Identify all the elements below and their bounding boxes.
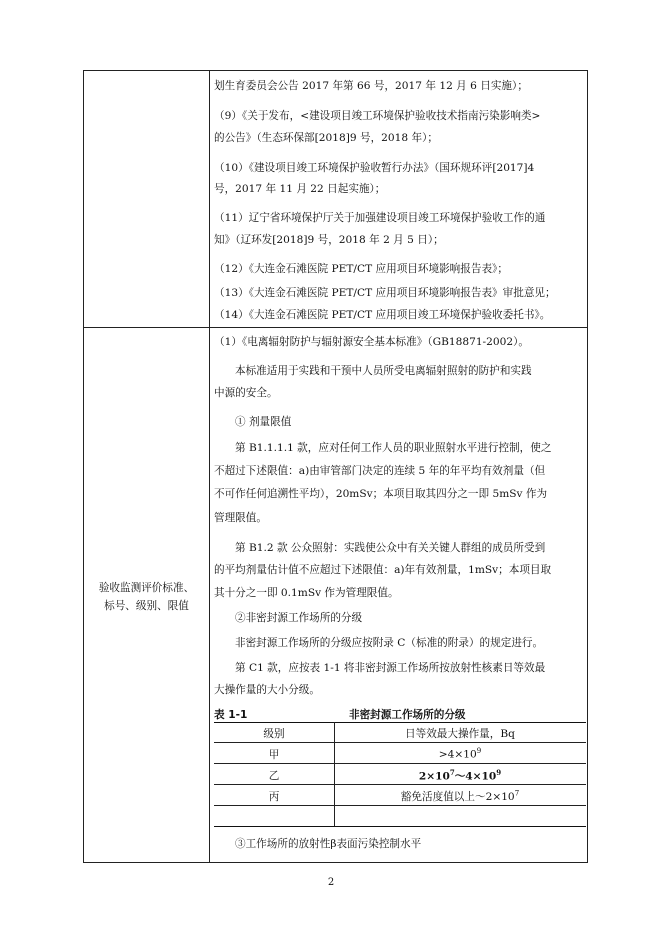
standard-line: （1）《电离辐射防护与辐射源安全基本标准》（GB18871-2002）。	[214, 336, 529, 348]
table-cell: 甲	[268, 749, 280, 761]
table-caption-title: 非密封源工作场所的分级	[349, 709, 466, 721]
standard-line: 第 B1.1.1.1 款，应对任何工作人员的职业照射水平进行控制，使之	[235, 442, 552, 454]
classification-table	[214, 722, 586, 826]
standard-line: ②非密封源工作场所的分级	[235, 612, 363, 624]
standard-line: 非密封源工作场所的分级应按附录 C（标准的附录）的规定进行。	[235, 637, 544, 649]
table-cell: $>4\times 10^9$	[438, 747, 482, 761]
reference-line: （12）《大连金石滩医院 PET/CT 应用项目环境影响报告表》；	[214, 263, 508, 275]
reference-line: 号，2017 年 11 月 22 日起实施）；	[214, 183, 386, 195]
reference-line: 的公告》（生态环保部[2018]9 号，2018 年）；	[214, 132, 438, 144]
standard-line: ③工作场所的放射性β表面污染控制水平	[235, 838, 422, 850]
table-cell: 乙	[268, 770, 280, 782]
reference-line: （14）《大连金石滩医院 PET/CT 应用项目竣工环境保护验收委托书》。	[214, 309, 551, 321]
standard-line: 不可作任何追溯性平均），20mSv；本项目取其四分之一即 5mSv 作为	[214, 488, 548, 500]
standard-line: 管理限值。	[214, 512, 267, 524]
row-divider	[84, 327, 587, 328]
reference-line: 知》（辽环发[2018]9 号，2018 年 2 月 5 日）；	[214, 234, 444, 246]
page-number: 2	[327, 877, 335, 888]
standard-line: 不超过下述限值：a)由审管部门决定的连续 5 年的年平均有效剂量（但	[214, 465, 546, 477]
standard-line: 本标准适用于实践和干预中人员所受电离辐射照射的防护和实践	[235, 365, 532, 377]
standard-line: 第 B1.2 款 公众照射：实践使公众中有关关键人群组的成员所受到	[235, 542, 546, 554]
column-divider	[209, 71, 210, 862]
standard-line: 大操作量的大小分级。	[214, 684, 320, 696]
standard-line: 的平均剂量估计值不应超过下述限值：a)年有效剂量，1mSv；本项目取	[214, 564, 552, 576]
reference-line: （9）《关于发布，<建设项目竣工环境保护验收技术指南污染影响类>	[214, 110, 541, 122]
table-cell: $2\times 10^7\sim 4\times 10^9$	[418, 768, 502, 783]
table-cell: 豁免活度值以上$\sim 2\times 10^7$	[400, 789, 520, 803]
standard-line: 第 C1 款，应按表 1-1 将非密封源工作场所按放射性核素日等效最	[235, 662, 546, 674]
reference-line: （13）《大连金石滩医院 PET/CT 应用项目环境影响报告表》审批意见；	[214, 287, 556, 299]
reference-line: 划生育委员会公告 2017 年第 66 号，2017 年 12 月 6 日实施）；	[214, 80, 528, 92]
document-table	[83, 70, 588, 863]
table-header: 级别	[263, 728, 285, 740]
table-header: 日等效最大操作量，Bq	[405, 728, 515, 740]
reference-line: （10）《建设项目竣工环境保护验收暂行办法》（国环规环评[2017]4	[214, 162, 535, 174]
standard-line: 其十分之一即 0.1mSv 作为管理限值。	[214, 587, 399, 599]
section-label: 标号、级别、限值	[104, 600, 189, 612]
section-label: 验收监测评价标准、	[98, 582, 195, 594]
table-caption-number: 表 1-1	[214, 709, 248, 721]
standard-line: 中源的安全。	[214, 387, 278, 399]
standard-line: ① 剂量限值	[235, 416, 292, 428]
table-cell: 丙	[268, 791, 280, 803]
reference-line: （11）辽宁省环境保护厅关于加强建设项目竣工环境保护验收工作的通	[214, 212, 546, 224]
